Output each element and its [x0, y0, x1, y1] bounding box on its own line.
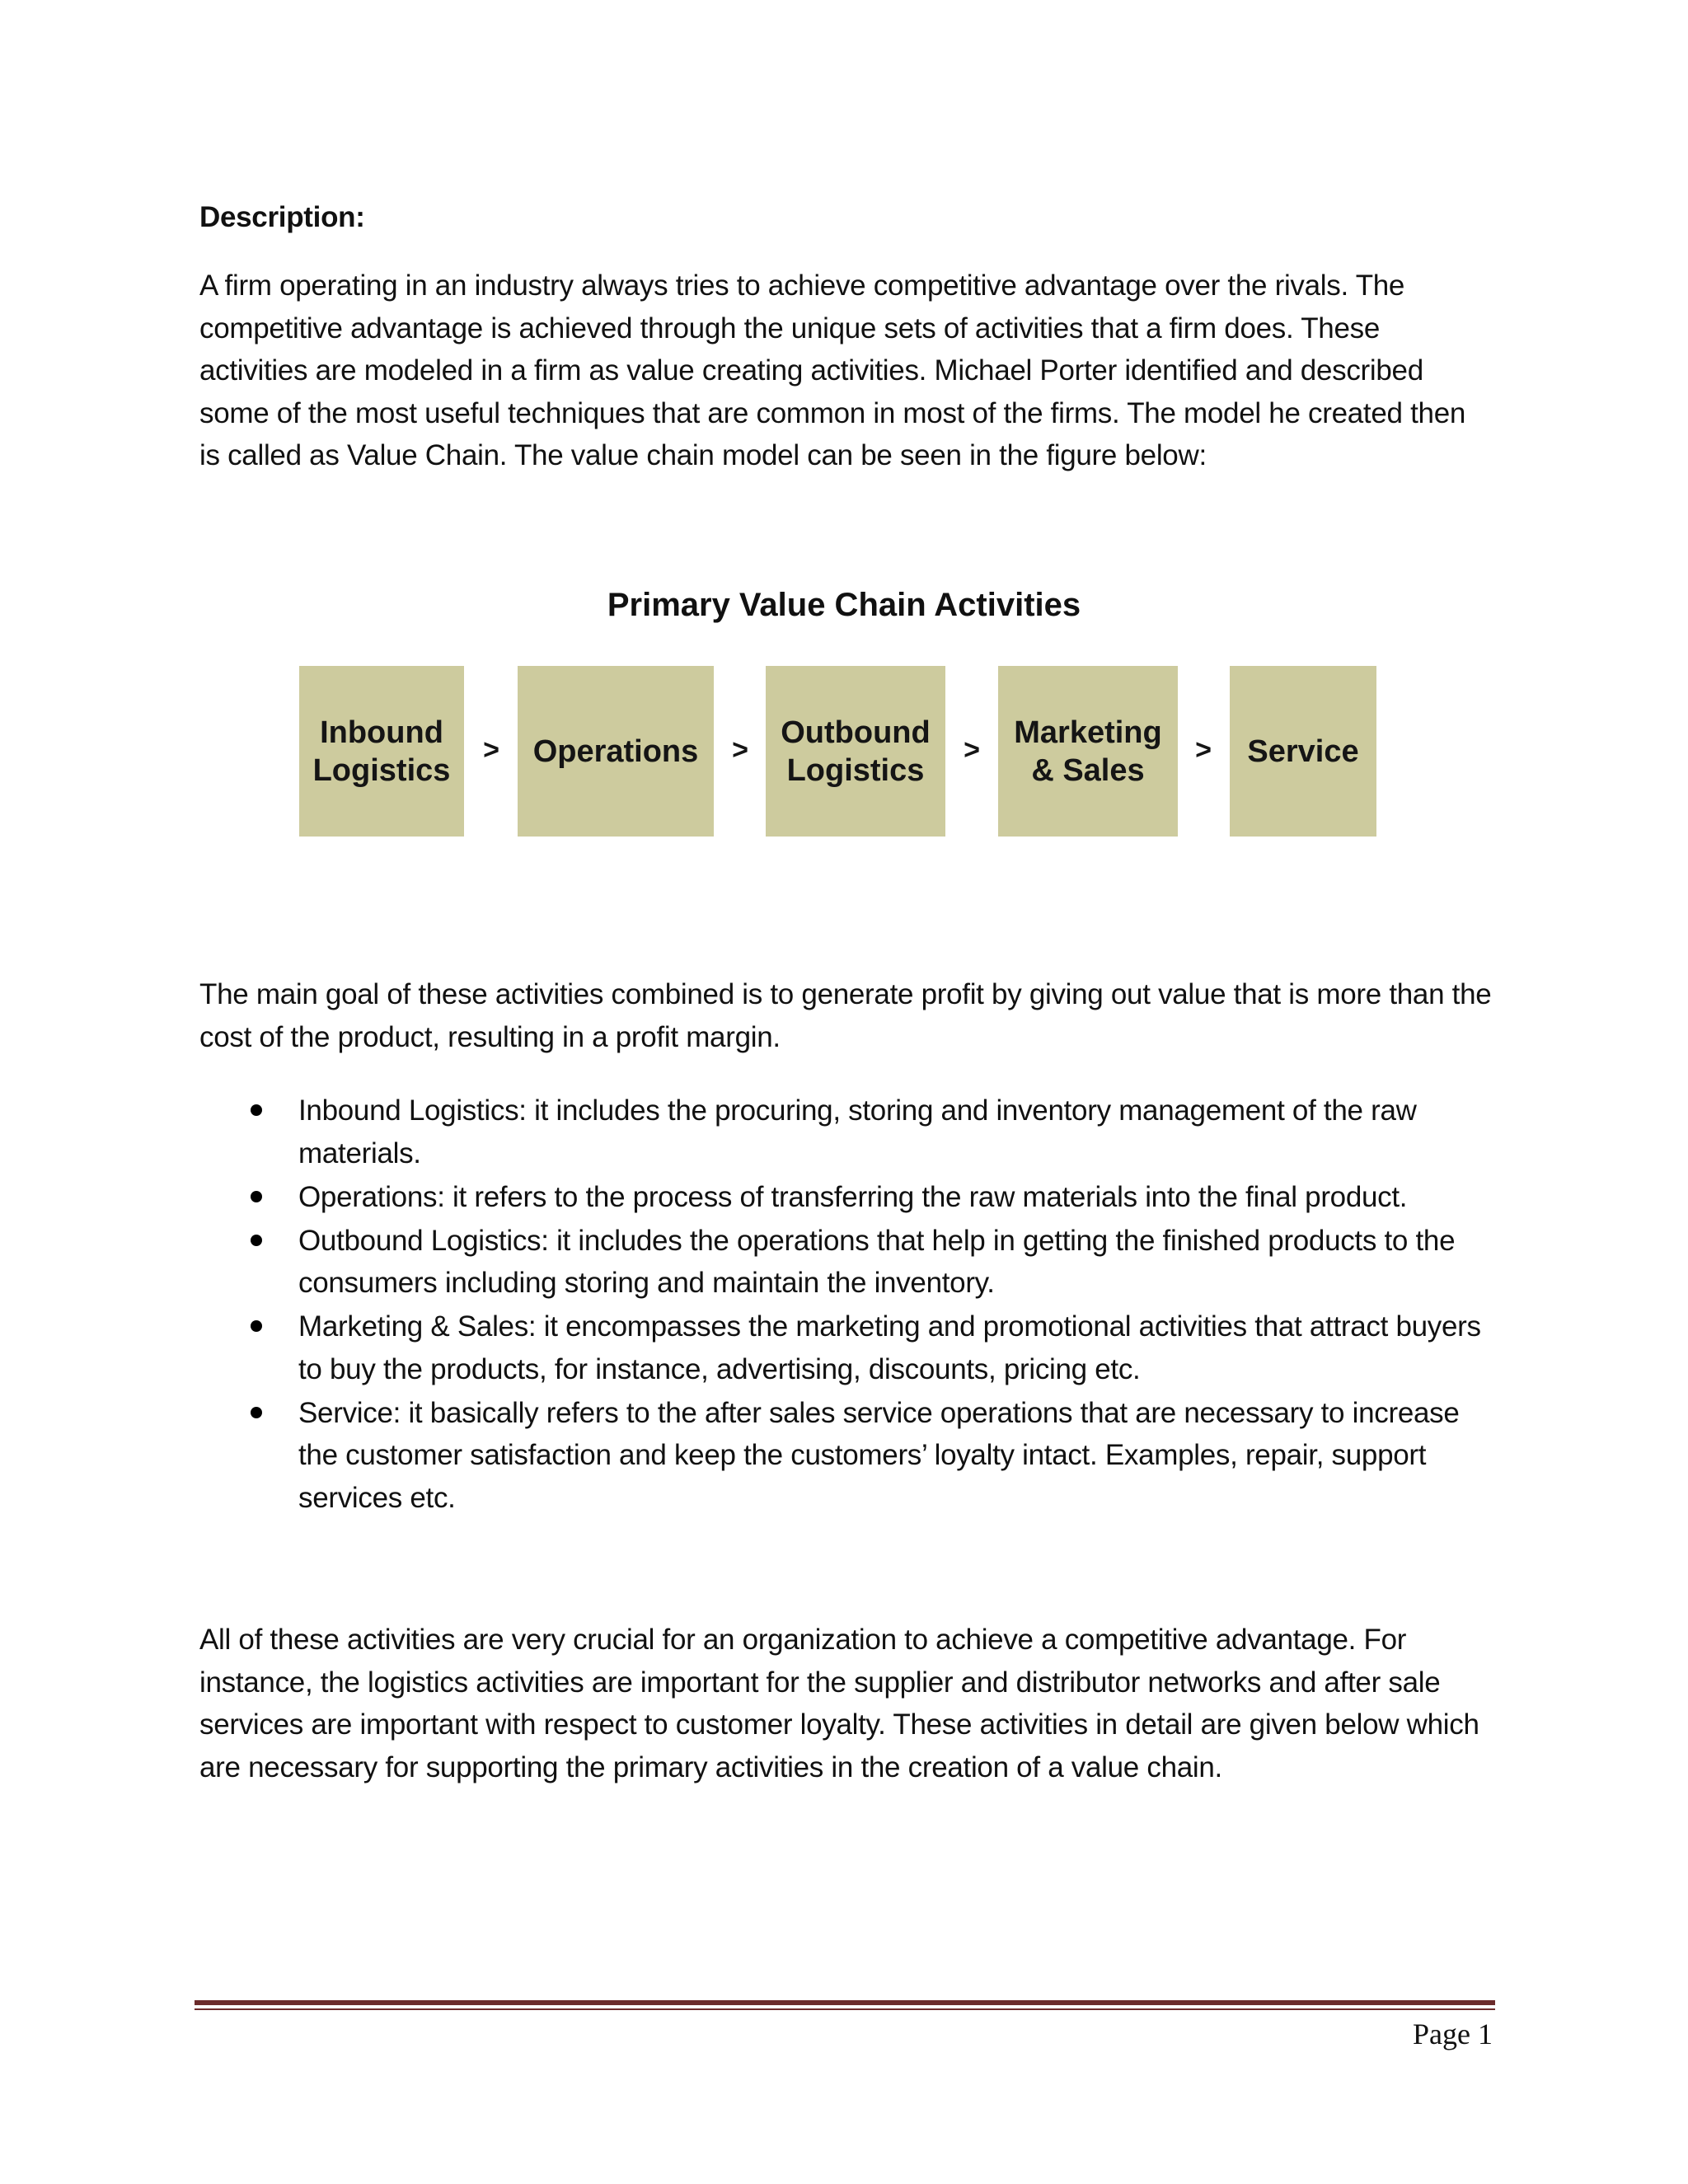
list-item: [199, 1090, 1493, 1174]
box-label: Operations: [532, 733, 699, 769]
bullet-icon: [251, 1320, 262, 1332]
list-item-text: Marketing & Sales: it encompasses the marketing and promotional activities that attract buyers to buy the products, for instance, advertising, discounts, pricing etc.: [298, 1310, 1481, 1385]
list-item: [199, 1220, 1493, 1305]
box-label: Inbound: [320, 715, 443, 750]
chain-arrow: >: [1195, 734, 1212, 766]
chain-arrow: >: [483, 734, 499, 766]
section-heading: Description:: [199, 201, 365, 233]
box-inbound-logistics: [299, 666, 464, 837]
list-item-text: Outbound Logistics: it includes the operations that help in getting the finished products to the consumers including storing and maintain the inventory.: [298, 1224, 1456, 1299]
box-label: Outbound: [781, 715, 931, 750]
diagram-title: Primary Value Chain Activities: [607, 587, 1081, 623]
box-operations: [518, 666, 714, 837]
box-service: [1230, 666, 1376, 837]
list-item-text: Inbound Logistics: it includes the procuring, storing and inventory management of the raw materials.: [298, 1094, 1417, 1169]
chain-arrow: >: [964, 734, 980, 766]
intro-paragraph: A firm operating in an industry always tries to achieve competitive advantage over the rivals. The competitive advantage is achieved through the unique sets of activities that a firm does. These activities are modeled in a firm as value creating activities. Michael Porter identified and described some of the most useful techniques that are common in most of the firms. The model he created then is called as Value Chain. The value chain model can be seen in the figure below:: [199, 269, 1466, 471]
footer-rule-thin: [195, 2008, 1495, 2010]
box-label: Logistics: [786, 752, 925, 788]
conclusion-paragraph: All of these activities are very crucial for an organization to achieve a competitive advantage. For instance, the logistics activities are important for the supplier and distributor networks and after sale services are important with respect to customer loyalty. These activities in detail are given below which are necessary for supporting the primary activities in the creation of a value chain.: [199, 1624, 1479, 1783]
list-item: [199, 1392, 1493, 1520]
list-item: [199, 1305, 1493, 1390]
bullet-icon: [251, 1104, 262, 1116]
box-marketing-sales: [998, 666, 1178, 837]
box-label: Logistics: [312, 752, 451, 788]
box-label: & Sales: [1031, 752, 1145, 788]
box-label: Service: [1247, 733, 1359, 769]
list-item: [199, 1176, 1493, 1219]
bullet-icon: [251, 1191, 262, 1202]
activity-list: [199, 1090, 1493, 1521]
chain-arrow: >: [732, 734, 748, 766]
footer-rule: [195, 2000, 1495, 2005]
box-outbound-logistics: [766, 666, 945, 837]
bullet-icon: [251, 1407, 262, 1418]
bullet-icon: [251, 1235, 262, 1246]
list-item-text: Service: it basically refers to the after sales service operations that are necessary to increase the customer satisfaction and keep the customers’ loyalty intact. Examples, repair, support services etc.: [298, 1396, 1460, 1514]
box-label: Marketing: [1014, 715, 1162, 750]
list-item-text: Operations: it refers to the process of transferring the raw materials into the final product.: [298, 1180, 1408, 1213]
page-number: Page 1: [1413, 2018, 1493, 2050]
goal-paragraph: The main goal of these activities combined is to generate profit by giving out value that is more than the cost of the product, resulting in a profit margin.: [199, 978, 1492, 1053]
